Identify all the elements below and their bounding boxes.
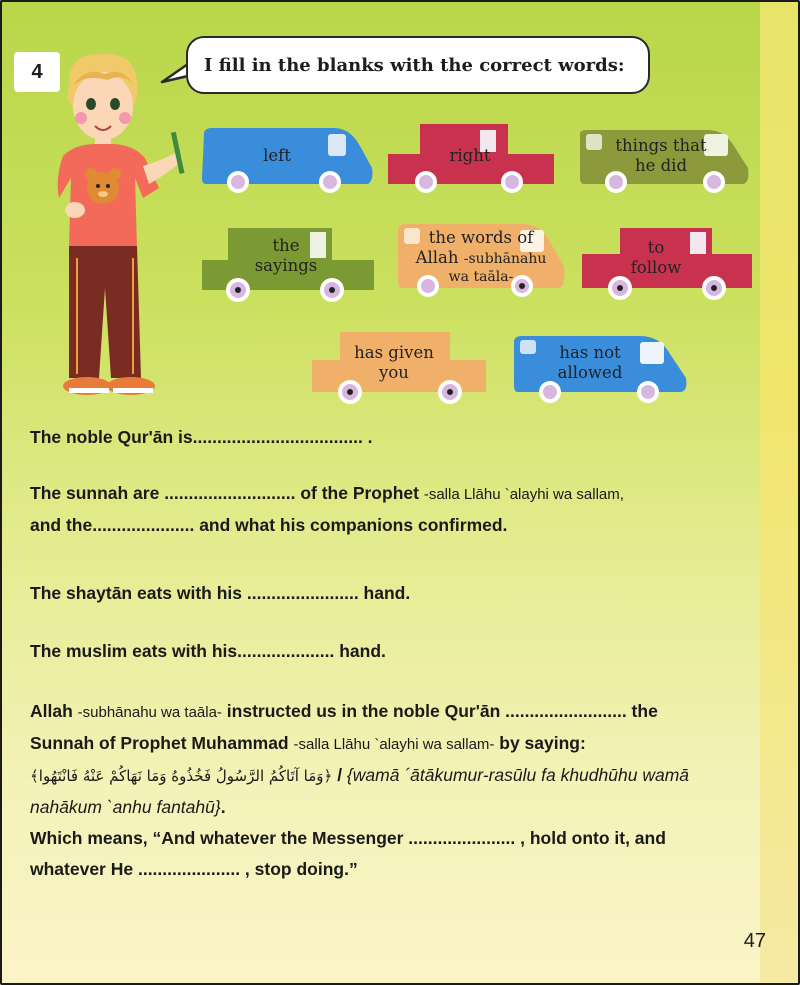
transliteration: {wamā ´ātākumur-rasūlu fa khudhūhu wamā [346,765,690,785]
word-right: right [449,146,491,165]
instruction-bubble [186,36,650,94]
word-the-words-of-allah: the words of Allah -subhānahu wa taāla- [415,228,547,285]
word-has-given-you: has given you [354,343,434,382]
sentence-3: The shaytān eats with his ....................... hand. [30,583,411,603]
sentence-4: The muslim eats with his.................... hand. [30,641,386,661]
exercise-number: 4 [14,52,60,92]
sentence-2: The sunnah are ........................... of the Prophet -salla Llāhu `alayhi wa sallam, and the..................... and what his companions confirmed. [30,483,624,535]
meaning-line-1: Which means, “And whatever the Messenger ...................... , hold onto it, and [30,828,666,848]
instruction-text: I fill in the blanks with the correct words: [204,54,625,76]
word-the-sayings: the sayings [254,236,318,275]
arabic-verse: ﴿وَمَا آتَاكُمُ الرَّسُولُ فَخُذُوهُ وَمَا نَهَاكُمْ عَنْهُ فَانْتَهُوا﴾ [30,767,333,785]
sentence-1: The noble Qur'ān is................................... . [30,427,373,447]
word-has-not-allowed: has not allowed [557,343,623,382]
boy-illustration [55,48,195,408]
sentence-5: Allah -subhānahu wa taāla- instructed us in the noble Qur'ān ......................... the Sunnah of Prophet Muhammad -salla Llāhu `alayhi wa sallam- by saying: ﴿وَمَا آتَاكُمُ الرَّسُولُ فَخُذُوهُ وَمَا نَهَاكُمْ عَنْهُ فَانْتَهُوا﴾ / {wamā ´ātākumur-rasūlu fa khudhūhu wamā nahākum `anhu fantahū}. Which means, “And whatever the Messenger ...................... , hold onto it, and whatever He ..................... , stop doing.” [30,696,775,885]
word-to-follow: to follow [630,238,682,277]
word-left: left [263,146,291,165]
word-things-that-he-did: things that he did [615,136,707,175]
meaning-line-2: whatever He ..................... , stop doing.” [30,859,358,879]
page-number: 47 [743,930,766,952]
